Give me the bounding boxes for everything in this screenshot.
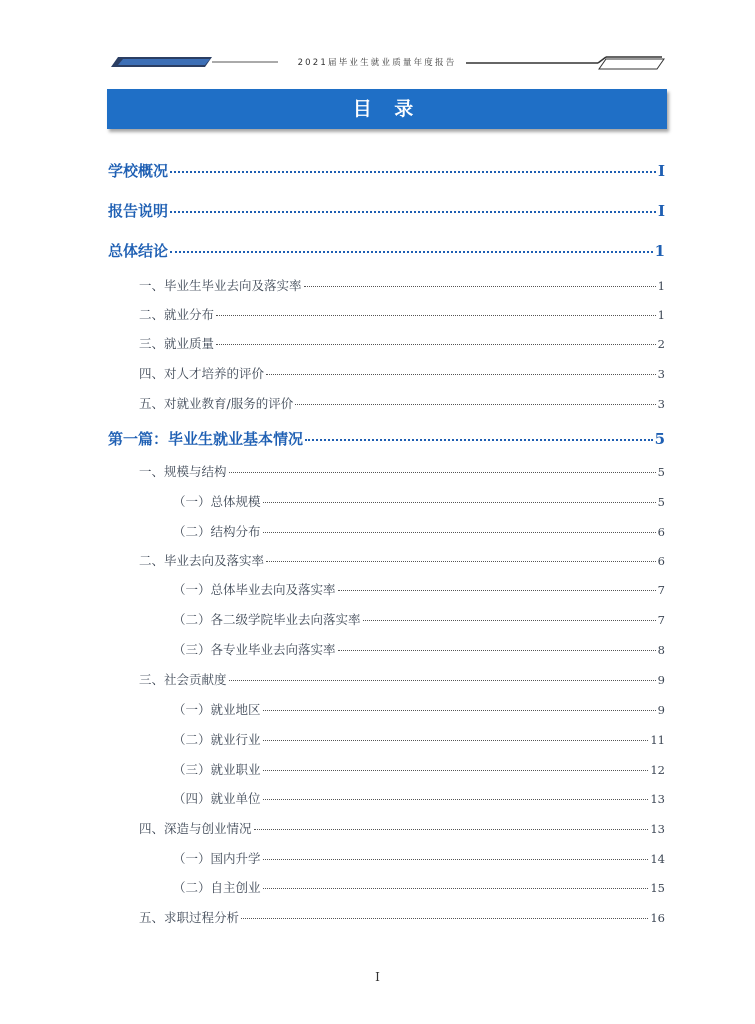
toc-entry[interactable] bbox=[139, 819, 665, 837]
header-decoration bbox=[0, 0, 755, 80]
toc-entry-page: 13 bbox=[650, 822, 665, 836]
toc-entry-label: （一）国内升学 bbox=[173, 851, 261, 866]
toc-entry-label: 四、深造与创业情况 bbox=[139, 821, 252, 836]
toc-entry[interactable] bbox=[108, 428, 665, 449]
toc-dot-leader bbox=[263, 859, 649, 860]
toc-entry-label: 三、社会贡献度 bbox=[139, 672, 227, 687]
toc-entry-page: 6 bbox=[657, 525, 665, 539]
toc-entry[interactable] bbox=[139, 364, 665, 382]
toc-entry-page: 11 bbox=[650, 733, 665, 747]
toc-dot-leader bbox=[170, 211, 656, 213]
toc-dot-leader bbox=[263, 770, 649, 771]
toc-dot-leader bbox=[338, 590, 656, 591]
toc-entry[interactable] bbox=[139, 462, 665, 480]
toc-entry-label: 四、对人才培养的评价 bbox=[139, 366, 265, 381]
toc-dot-leader bbox=[170, 171, 656, 173]
toc-entry[interactable] bbox=[139, 305, 665, 323]
toc-entry[interactable] bbox=[139, 276, 665, 294]
toc-entry[interactable] bbox=[173, 878, 665, 896]
toc-entry[interactable] bbox=[139, 908, 665, 926]
toc-entry[interactable] bbox=[173, 849, 665, 867]
toc-entry-label: （一）总体毕业去向及落实率 bbox=[173, 582, 336, 597]
toc-dot-leader bbox=[263, 888, 649, 889]
toc-dot-leader bbox=[338, 650, 656, 651]
toc-entry[interactable] bbox=[173, 610, 665, 628]
toc-entry[interactable] bbox=[108, 200, 665, 221]
toc-entry[interactable] bbox=[108, 160, 665, 181]
toc-entry-label: 五、对就业教育/服务的评价 bbox=[139, 396, 294, 411]
toc-entry[interactable] bbox=[139, 334, 665, 352]
toc-entry-page: 3 bbox=[657, 397, 665, 411]
toc-entry-page: 7 bbox=[657, 613, 665, 627]
toc-dot-leader bbox=[170, 251, 653, 253]
toc-entry-page: I bbox=[657, 162, 665, 180]
toc-title-banner: 目 录 bbox=[107, 89, 667, 129]
toc-entry[interactable] bbox=[173, 522, 665, 540]
toc-dot-leader bbox=[263, 502, 656, 503]
toc-entry-label: （一）总体规模 bbox=[173, 494, 261, 509]
toc-entry-label: （三）各专业毕业去向落实率 bbox=[173, 642, 336, 657]
header-title: 2021届毕业生就业质量年度报告 bbox=[297, 58, 457, 68]
toc-entry-label: （三）就业职业 bbox=[173, 762, 261, 777]
toc-dot-leader bbox=[304, 286, 656, 287]
toc-dot-leader bbox=[263, 799, 649, 800]
toc-entry-label: 一、规模与结构 bbox=[139, 464, 227, 479]
toc-entry-label: 第一篇：毕业生就业基本情况 bbox=[108, 430, 304, 448]
toc-entry[interactable] bbox=[173, 580, 665, 598]
toc-entry-label: 总体结论 bbox=[108, 242, 169, 260]
toc-dot-leader bbox=[266, 561, 656, 562]
toc-entry-label: 三、就业质量 bbox=[139, 336, 215, 351]
toc-dot-leader bbox=[263, 710, 656, 711]
toc-entry-page: 16 bbox=[650, 911, 665, 925]
toc-entry-label: （二）自主创业 bbox=[173, 880, 261, 895]
toc-entry[interactable] bbox=[173, 789, 665, 807]
toc-entry-page: 9 bbox=[657, 673, 665, 687]
toc-entry[interactable] bbox=[173, 730, 665, 748]
toc-dot-leader bbox=[241, 918, 648, 919]
toc-entry-page: 7 bbox=[657, 583, 665, 597]
toc-dot-leader bbox=[266, 374, 656, 375]
toc-dot-leader bbox=[229, 680, 656, 681]
toc-entry-label: 报告说明 bbox=[108, 202, 169, 220]
toc-entry[interactable] bbox=[173, 760, 665, 778]
toc-entry-page: 2 bbox=[657, 337, 665, 351]
toc-entry-page: 8 bbox=[657, 643, 665, 657]
toc-entry[interactable] bbox=[139, 551, 665, 569]
toc-entry[interactable] bbox=[173, 700, 665, 718]
toc-entry-page: 5 bbox=[657, 495, 665, 509]
page-header bbox=[0, 0, 755, 80]
toc-entry[interactable] bbox=[139, 394, 665, 412]
toc-dot-leader bbox=[295, 404, 655, 405]
toc-entry-page: 12 bbox=[650, 763, 665, 777]
toc-entry[interactable] bbox=[139, 670, 665, 688]
toc-entry-label: （四）就业单位 bbox=[173, 791, 261, 806]
toc-entry-label: 五、求职过程分析 bbox=[139, 910, 240, 925]
toc-entry-page: 5 bbox=[657, 465, 665, 479]
toc-entry-label: 二、就业分布 bbox=[139, 307, 215, 322]
toc-entry-page: I bbox=[657, 202, 665, 220]
toc-entry-label: （一）就业地区 bbox=[173, 702, 261, 717]
toc-entry-page: 9 bbox=[657, 703, 665, 717]
toc-entry-page: 3 bbox=[657, 367, 665, 381]
toc-entry-page: 5 bbox=[654, 430, 665, 448]
toc-entry[interactable] bbox=[173, 640, 665, 658]
toc-entry-page: 15 bbox=[650, 881, 665, 895]
toc-entry[interactable] bbox=[173, 492, 665, 510]
toc-dot-leader bbox=[254, 829, 649, 830]
toc-entry-label: （二）就业行业 bbox=[173, 732, 261, 747]
toc-entry-label: （二）各二级学院毕业去向落实率 bbox=[173, 612, 361, 627]
toc-entry-page: 14 bbox=[650, 852, 665, 866]
toc-entry-page: 13 bbox=[650, 792, 665, 806]
toc-dot-leader bbox=[229, 472, 656, 473]
toc-entry-page: 6 bbox=[657, 554, 665, 568]
toc-entry-page: 1 bbox=[654, 242, 665, 260]
toc-dot-leader bbox=[216, 315, 656, 316]
toc-entry-label: 学校概况 bbox=[108, 162, 169, 180]
page-number: I bbox=[375, 970, 380, 984]
toc-dot-leader bbox=[305, 439, 653, 441]
toc-entry-page: 1 bbox=[657, 308, 665, 322]
toc-dot-leader bbox=[216, 344, 656, 345]
toc-entry[interactable] bbox=[108, 240, 665, 261]
toc-entry-label: （二）结构分布 bbox=[173, 524, 261, 539]
toc-dot-leader bbox=[263, 532, 656, 533]
toc-entry-page: 1 bbox=[657, 279, 665, 293]
toc-entry-label: 一、毕业生毕业去向及落实率 bbox=[139, 278, 302, 293]
toc-entry-label: 二、毕业去向及落实率 bbox=[139, 553, 265, 568]
toc-dot-leader bbox=[263, 740, 649, 741]
toc-dot-leader bbox=[363, 620, 656, 621]
